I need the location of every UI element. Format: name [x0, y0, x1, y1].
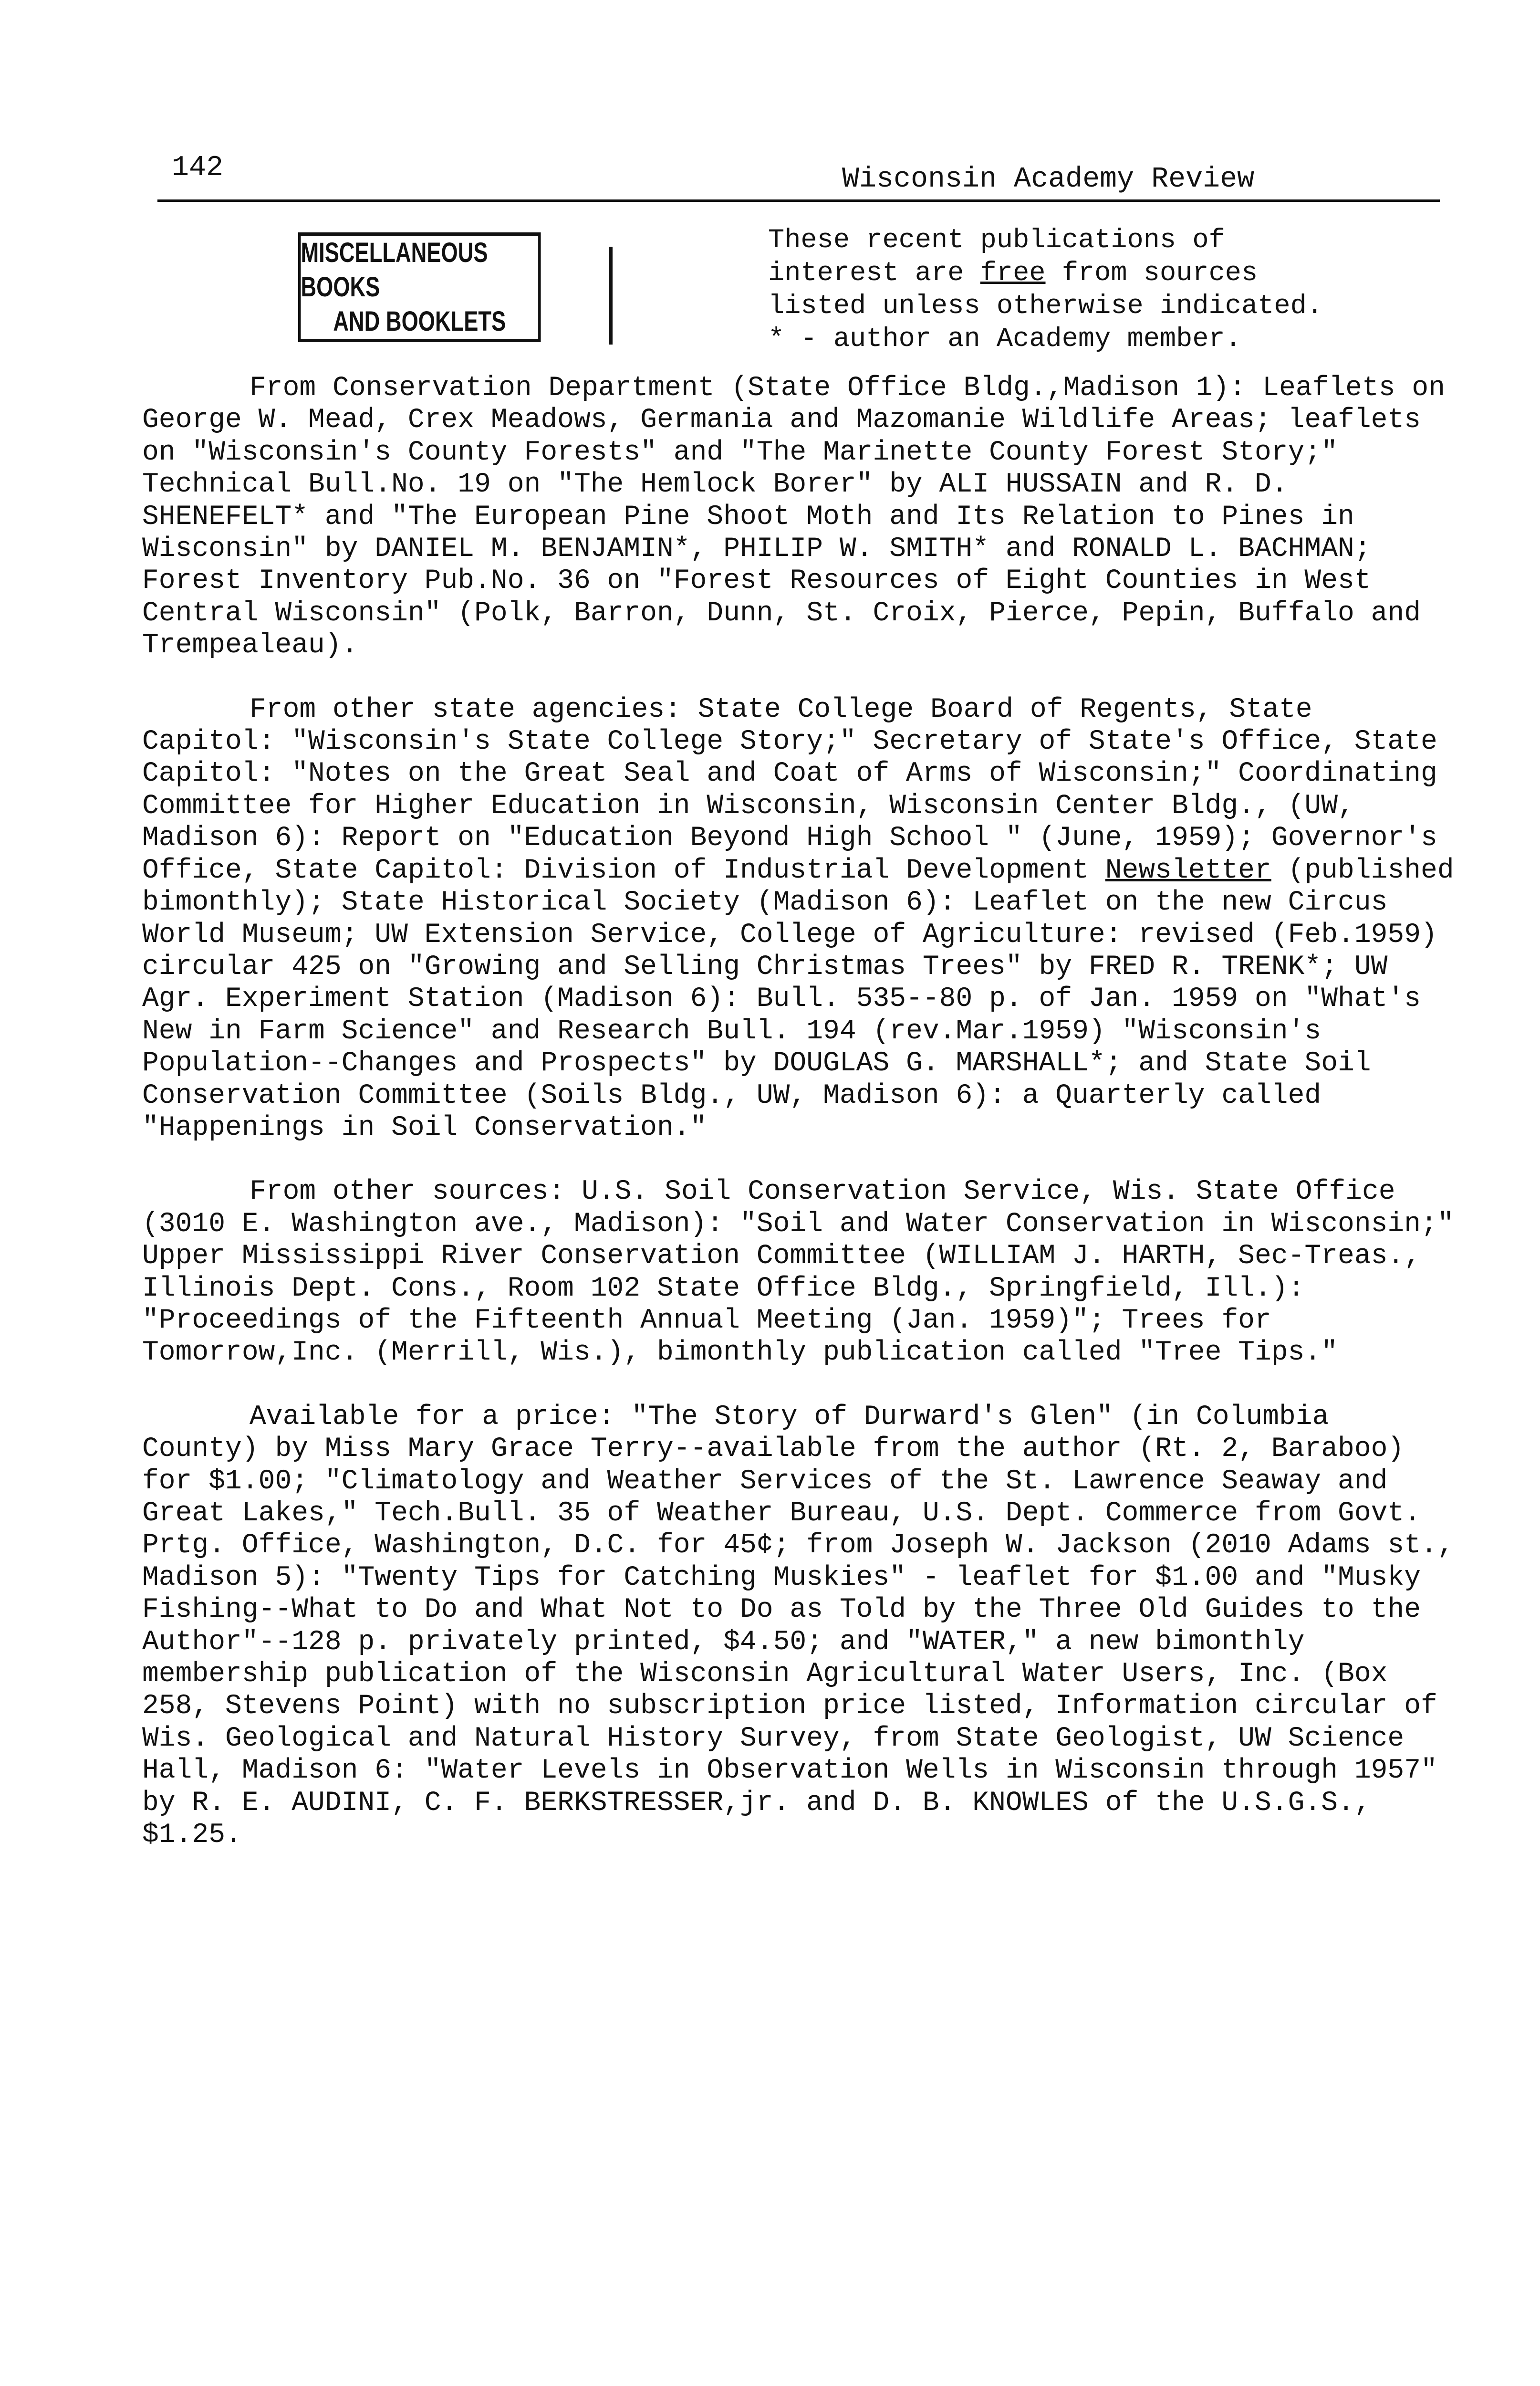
intro-note	[768, 224, 1446, 356]
paragraph-other-sources: From other sources: U.S. Soil Conservation Service, Wis. State Office (3010 E. Washington ave., Madison): "Soil and Water Conservation in Wisconsin;" Upper Mississippi River Conservation Committee (WILLIAM J. HARTH, Sec-Treas., Illinois Dept. Cons., Room 102 State Office Bldg., Springfield, Ill.): "Proceedings of the Fifteenth Annual Meeting (Jan. 1959)"; Trees for Tomorrow,Inc. (Merrill, Wis.), bimonthly publication called "Tree Tips."	[142, 1176, 1454, 1369]
paragraph-conservation-department: From Conservation Department (State Office Bldg.,Madison 1): Leaflets on George W. Mead, Crex Meadows, Germania and Mazomanie Wildlife Areas; leaflets on "Wisconsin's County Forests" and "The Marinette County Forest Story;" Technical Bull.No. 19 on "The Hemlock Borer" by ALI HUSSAIN and R. D. SHENEFELT* and "The European Pine Shoot Moth and Its Relation to Pines in Wisconsin" by DANIEL M. BENJAMIN*, PHILIP W. SMITH* and RONALD L. BACHMAN; Forest Inventory Pub.No. 36 on "Forest Resources of Eight Counties in West Central Wisconsin" (Polk, Barron, Dunn, St. Croix, Pierce, Pepin, Buffalo and Trempealeau).	[142, 373, 1446, 661]
paragraph-state-agencies-part-2: (published bimonthly); State Historical Society (Madison 6): Leaflet on the new Circus World Museum; UW Extension Service, College of Agriculture: revised (Feb.1959) circular 425 on "Growing and Selling Christmas Trees" by FRED R. TRENK*; UW Agr. Experiment Station (Madison 6): Bull. 535--80 p. of Jan. 1959 on "What's New in Farm Science" and Research Bull. 194 (rev.Mar.1959) "Wisconsin's Population--Changes and Prospects" by DOUGLAS G. MARSHALL*; and State Soil Conservation Committee (Soils Bldg., UW, Madison 6): a Quarterly called "Happenings in Soil Conservation."	[142, 855, 1454, 1143]
header-rule	[157, 199, 1440, 202]
intro-line-1: These recent publications of	[768, 225, 1225, 256]
section-title-line-2: AND BOOKLETS	[333, 306, 506, 337]
newsletter-word: Newsletter	[1105, 855, 1271, 886]
intro-line-4: * - author an Academy member.	[768, 324, 1241, 355]
intro-free-word: free	[980, 258, 1046, 289]
intro-line-3: listed unless otherwise indicated.	[768, 291, 1323, 322]
intro-line-2	[768, 257, 1446, 290]
paragraph-state-agencies	[142, 694, 1459, 1144]
section-title-box	[298, 232, 541, 342]
box-shadow-rule	[609, 247, 613, 345]
paragraph-state-agencies-part-1: From other state agencies: State College Board of Regents, State Capitol: "Wisconsin's State College Story;" Secretary of State's Office, State Capitol: "Notes on the Great Seal and Coat of Arms of Wisconsin;" Coordinating Committee for Higher Education in Wisconsin, Wisconsin Center Bldg., (UW, Madison 6): Report on "Education Beyond High School " (June, 1959); Governor's Office, State Capitol: Division of Industrial Development	[142, 694, 1437, 886]
article-body	[142, 372, 1459, 1883]
intro-line-2-end: from sources	[1045, 258, 1258, 289]
running-title: Wisconsin Academy Review	[842, 163, 1255, 196]
paragraph-available-for-price: Available for a price: "The Story of Durward's Glen" (in Columbia County) by Miss Mary Grace Terry--available from the author (Rt. 2, Baraboo) for $1.00; "Climatology and Weather Services of the St. Lawrence Seaway and Great Lakes," Tech.Bull. 35 of Weather Bureau, U.S. Dept. Commerce from Govt. Prtg. Office, Washington, D.C. for 45¢; from Joseph W. Jackson (2010 Adams st., Madison 5): "Twenty Tips for Catching Muskies" - leaflet for $1.00 and "Musky Fishing--What to Do and What Not to Do as Told by the Three Old Guides to the Author"--128 p. privately printed, $4.50; and "WATER," a new bimonthly membership publication of the Wisconsin Agricultural Water Users, Inc. (Box 258, Stevens Point) with no subscription price listed, Information circular of Wis. Geological and Natural History Survey, from State Geologist, UW Science Hall, Madison 6: "Water Levels in Observation Wells in Wisconsin through 1957" by R. E. AUDINI, C. F. BERKSTRESSER,jr. and D. B. KNOWLES of the U.S.G.S., $1.25.	[142, 1401, 1454, 1851]
intro-line-2-start: interest are	[768, 258, 980, 289]
section-title-line-1: MISCELLANEOUS BOOKS	[301, 237, 488, 303]
page-number: 142	[172, 152, 224, 184]
